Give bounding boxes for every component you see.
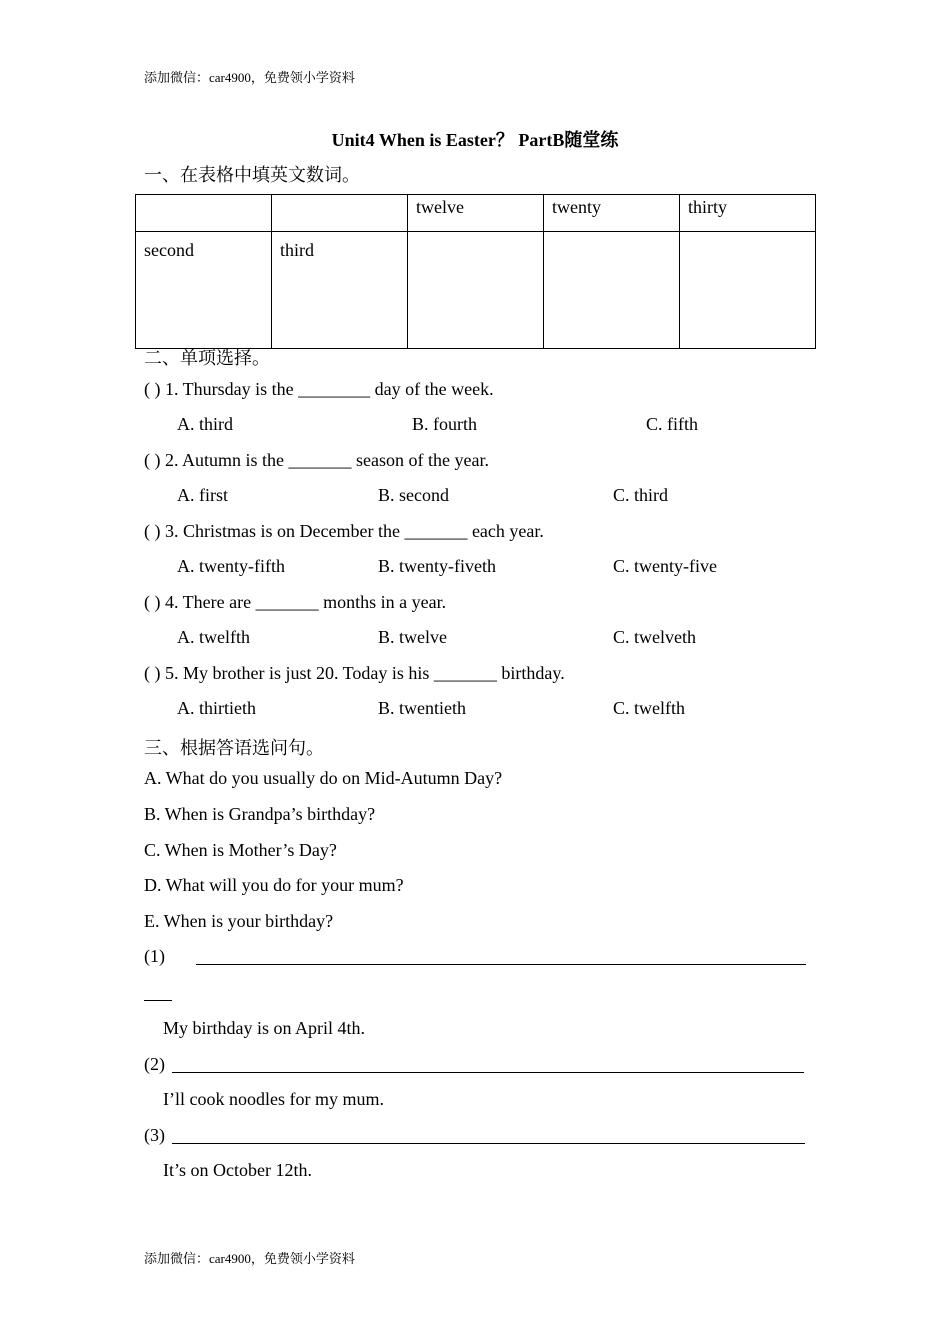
item-answer: I’ll cook noodles for my mum. <box>163 1089 384 1109</box>
item-answer: My birthday is on April 4th. <box>163 1018 365 1038</box>
section3-heading: 三、根据答语选问句。 <box>144 738 324 758</box>
option-c: C. twelveth <box>613 627 696 647</box>
item-number: (1) <box>144 946 165 966</box>
section1-heading: 一、在表格中填英文数词。 <box>144 165 360 185</box>
number-table <box>135 194 816 349</box>
option-c: C. twelfth <box>613 698 685 718</box>
table-cell: twelve <box>408 195 544 232</box>
table-cell: second <box>136 232 272 349</box>
option-a: A. twenty-fifth <box>177 556 285 576</box>
question-stem: ( ) 2. Autumn is the _______ season of the year. <box>144 450 489 470</box>
option-c: C. fifth <box>646 414 698 434</box>
table-cell <box>136 195 272 232</box>
table-row <box>136 232 816 349</box>
table-cell <box>680 232 816 349</box>
option-b: B. second <box>378 485 449 505</box>
question-stem: ( ) 5. My brother is just 20. Today is his _______ birthday. <box>144 663 565 683</box>
item-number: (3) <box>144 1125 165 1145</box>
option-a: A. third <box>177 414 233 434</box>
option-c: C. twenty-five <box>613 556 717 576</box>
question-stem: ( ) 3. Christmas is on December the _______ each year. <box>144 521 544 541</box>
option-a: A. thirtieth <box>177 698 256 718</box>
option-b: B. twenty-fiveth <box>378 556 496 576</box>
answer-option: C. When is Mother’s Day? <box>144 840 337 860</box>
option-b: B. twentieth <box>378 698 466 718</box>
answer-option: E. When is your birthday? <box>144 911 334 931</box>
table-cell <box>272 195 408 232</box>
item-number: (2) <box>144 1054 165 1074</box>
option-a: A. twelfth <box>177 627 250 647</box>
section2-heading: 二、单项选择。 <box>144 348 270 368</box>
table-cell: twenty <box>544 195 680 232</box>
table-row <box>136 195 816 232</box>
answer-blank <box>196 964 806 965</box>
question-stem: ( ) 4. There are _______ months in a year. <box>144 592 447 612</box>
answer-option: D. What will you do for your mum? <box>144 875 404 895</box>
option-b: B. fourth <box>412 414 477 434</box>
answer-option: A. What do you usually do on Mid-Autumn Day? <box>144 768 503 788</box>
question-stem: ( ) 1. Thursday is the ________ day of the week. <box>144 379 494 399</box>
option-b: B. twelve <box>378 627 447 647</box>
answer-blank <box>172 1143 805 1144</box>
answer-option: B. When is Grandpa’s birthday? <box>144 804 376 824</box>
table-cell <box>544 232 680 349</box>
table-cell: third <box>272 232 408 349</box>
item-answer: It’s on October 12th. <box>163 1160 312 1180</box>
footer-watermark: 添加微信：car4900，免费领小学资料 <box>144 1251 355 1266</box>
table-cell: thirty <box>680 195 816 232</box>
option-c: C. third <box>613 485 669 505</box>
option-a: A. first <box>177 485 228 505</box>
page-title: Unit4 When is Easter？ PartB随堂练 <box>331 130 619 150</box>
header-watermark: 添加微信：car4900，免费领小学资料 <box>144 70 355 85</box>
answer-blank <box>172 1072 804 1073</box>
table-cell <box>408 232 544 349</box>
answer-blank-continued <box>144 1000 172 1001</box>
